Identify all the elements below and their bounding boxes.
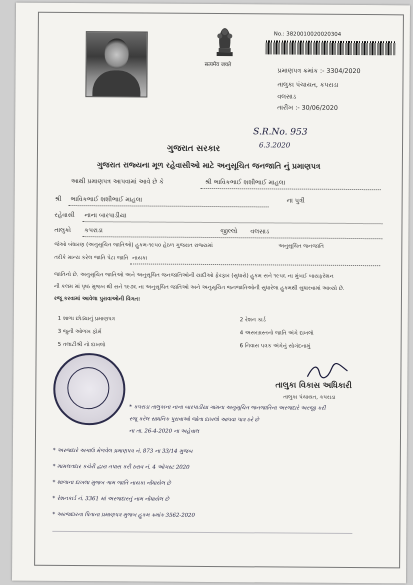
handwritten-note: * અરજદારે અગાઉ મેળવેલ પ્રમાણપત્ર નં. 873 ના 33/14 મુજબ [52,447,193,455]
document-page [12,3,410,584]
relation-text: ના પુત્રી [286,197,305,205]
photo-face [105,38,129,68]
office-seal [53,353,126,426]
barcode [266,40,396,55]
district-value: વલસાડ [250,228,270,236]
evidence-heading: રજૂ કરવામાં આવેલા પુરાવાઓની વિગત: [53,295,141,303]
evidence-item: 4 અસરગ્રસ્તનો જાતિ અંગે દાખલો [239,330,314,337]
government-heading: ગુજરાત સરકાર [166,143,221,155]
handwritten-note: રજૂ કરેલ સાધનિક પુરાવાઓ જોતા દાખલો આપવા પાત્ર ઠરે છે [129,416,260,424]
intro-text: આથી પ્રમાણપત્ર આપવામાં આવે છે કે [70,178,164,186]
evidence-item: 5 તલાટીશ્રી નો દાખલો [57,341,106,349]
sr-date: 6.3.2020 [259,141,291,150]
officer-title: તાલુકા વિકાસ અધિકારી [275,380,352,390]
officer-signature [305,363,349,381]
certificate-title: ગુજરાત રાજ્યના મૂળ રહેવાસીઓ માટે અનુસૂચિત જનજાતિ નું પ્રમાણપત્ર [96,160,321,171]
taluka-label: તાલુકો [54,226,71,235]
seal-inner-ring [67,367,109,409]
handwritten-note: * અરજદારના પિતાના પ્રમાણપત્ર મુજબ હુકમ ક્રમાંક 3562-2020 [52,511,195,519]
caste-text: તરીકે માન્ય કરેલ જાતિ પેટા જાતિ [54,254,129,262]
handwritten-note: * મામલતદાર કચેરી દ્વારા તપાસ કરી ઠરાવ નં. 4 ઓગસ્ટ 2020 [52,463,190,471]
handwritten-note: * કપરાડા તાલુકાના નાના બારપાડીયા ગામના અનુસૂચિત જનજાતિના અરજદારે અરજી કરી [129,404,326,412]
district-label: જીલ્લો [220,228,238,236]
district-office: વલસાડ [277,93,297,101]
evidence-item: 1 શાળા છોડ્યાનું પ્રમાણપત્ર [57,315,115,323]
evidence-item: 3 જુની ઓળખ ફોર્મ [57,328,102,336]
emblem-caption: सत्यमेव जयते [204,61,232,69]
handwritten-note: * શાળાના દાખલા મુજબ ગામ જાતિ નાયકા નોંધાયેલ છે [52,479,171,487]
caste-value: નાયકા [132,255,148,262]
tribe-status: અનુસૂચિત જનજાતિ [278,243,324,250]
taluka-office: તાલુકા પંચાયત, કપરાડા [277,81,339,89]
village-name: નાના બારપાડીયા [84,212,127,220]
taluka-value: કપરાડા [84,227,103,235]
issue-date: તારીખ :- 30/06/2020 [277,104,338,112]
father-name: ભાવિકભાઈ શશીભાઈ માહલા [70,196,143,204]
handwritten-note: ના તા. 26-4-2020 ના અહેવાલ [129,428,200,435]
handwritten-note: * રેશનકાર્ડ નં. 3361 માં અરજદારનું નામ નોંધાયેલ છે [52,495,170,503]
sr-number: S.R.No. 953 [253,127,308,138]
certificate-number: પ્રમાણપત્ર ક્રમાંક :- 3304/2020 [277,67,361,76]
officer-office: તાલુકા પંચાયત, કપરાડા [283,394,336,401]
applicant-photo [85,31,147,97]
paragraph-line-2: ની કલમ માં પૃષ્ઠ મુજબ થી સને ૧૯૭૬ ના અનુસૂચિત જાતિઓ અને અનુસૂચિત જનજાતિઓની સુધારેલા હુકમથી સુધારવામાં આવ્યો છે. [54,283,345,292]
applicant-name: શ્રી ભાવિકભાઈ શશીભાઈ માહલા [204,178,286,187]
father-prefix: શ્રી [54,195,62,203]
evidence-item: 2 રેશન કાર્ડ [239,317,266,324]
evidence-item: 6 નિવાસ પત્રક અંગેનું સોગંદનામું [239,343,311,350]
order-text: જેઓ બંધારણ (અનુસૂચિત જાતિઓ) હુકમ-૧૯૫૦ હેઠળ ગુજરાત રાજ્યમાં [54,241,213,250]
serial-number: No.: 3820010020020304 [273,31,342,38]
photo-shoulders [92,70,140,96]
resident-label: રહેવાસી [54,211,75,220]
paragraph-line-1: જાતિનો છે. અનુસૂચિત જાતિઓ અને અનુસૂચિત જનજાતિઓની યાદીઓ ફેરફાર (સુધારો) હુકમ સને ૧૯૫૬ ના મુંબઈ બાયફરેશન [54,271,334,280]
